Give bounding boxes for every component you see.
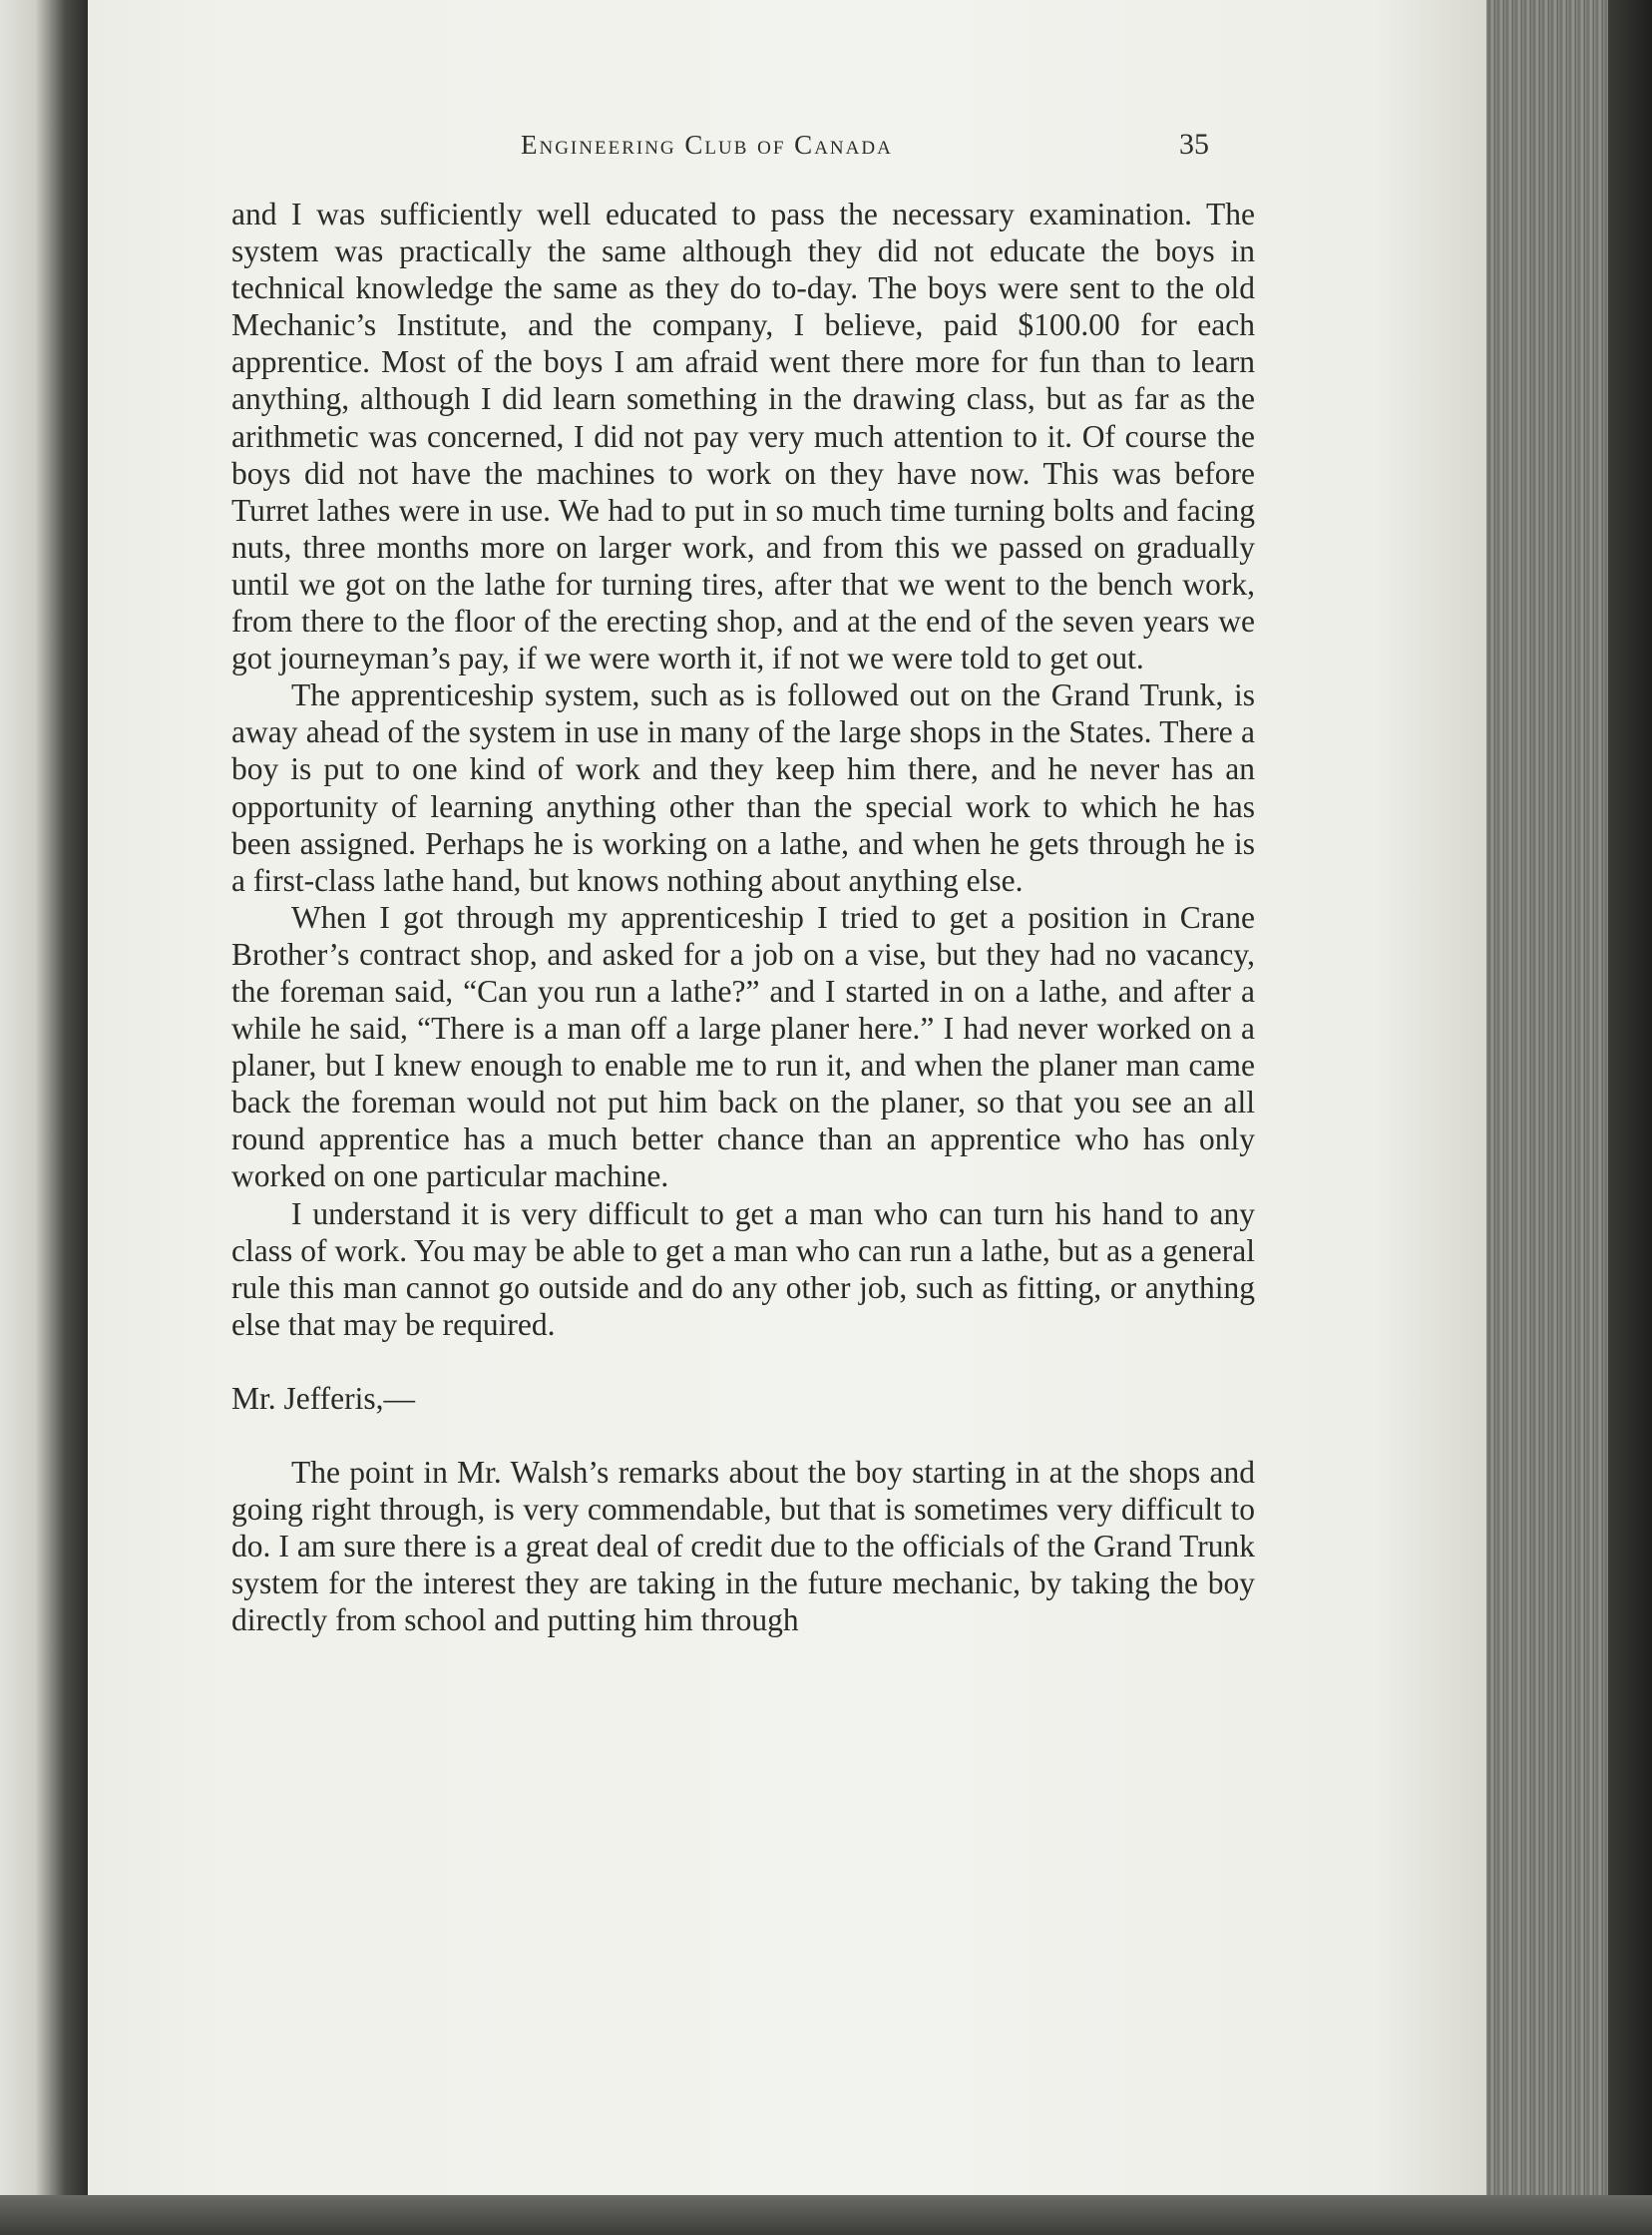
paragraph: and I was sufficiently well educated to pass the necessary examination. The system was practically the same although they did not educate the boys in technical knowledge the same as they do to-day. The boys were sent to the old Mechanic’s Institute, and the company, I believe, paid $100.00 for each apprentice. Most of the boys I am afraid went there more for fun than to learn anything, although I did learn something in the drawing class, but as far as the arithmetic was concerned, I did not pay very much attention to it. Of course the boys did not have the machines to work on they have now. This was before Turret lathes were in use. We had to put in so much time turning bolts and facing nuts, three months more on larger work, and from this we passed on gradually until we got on the lathe for turning tires, after that we went to the bench work, from there to the floor of the erecting shop, and at the end of the seven years we got journeyman’s pay, if we were worth it, if not we were told to get out. [231, 197, 1255, 676]
scan-bottom-edge [0, 2195, 1652, 2235]
running-head-title: Engineering Club of Canada [521, 130, 893, 160]
page-number: 35 [1179, 128, 1209, 161]
body-text [231, 196, 1255, 1638]
paragraph: The apprenticeship system, such as is followed out on the Grand Trunk, is away ahead of the system in use in many of the large shops in the States. There a boy is put to one kind of work and they keep him there, and he never has an opportunity of learning anything other than the special work to which he has been assigned. Perhaps he is working on a lathe, and when he gets through he is a first-class lathe hand, but knows nothing about anything else. [231, 677, 1255, 898]
running-head [231, 130, 1229, 170]
speaker-name: Mr. Jefferis,— [231, 1380, 416, 1416]
book-gutter-shadow [0, 0, 88, 2235]
page-edges [1486, 0, 1652, 2195]
paragraph: When I got through my apprenticeship I tried to get a position in Crane Brother’s contract shop, and asked for a job on a vise, but they had no vacancy, the foreman said, “Can you run a lathe?” and I started in on a lathe, and after a while he said, “There is a man off a large planer here.” I had never worked on a planer, but I knew enough to enable me to run it, and when the planer man came back the foreman would not put him back on the planer, so that you see an all round apprentice has a much better chance than an apprentice who has only worked on one particular machine. [231, 899, 1255, 1194]
paragraph: I understand it is very difficult to get a man who can turn his hand to any class of work. You may be able to get a man who can run a lathe, but as a general rule this man cannot go outside and do any other job, such as fitting, or anything else that may be required. [231, 1195, 1255, 1342]
paragraph: The point in Mr. Walsh’s remarks about the boy starting in at the shops and going right through, is very commendable, but that is sometimes very difficult to do. I am sure there is a great deal of credit due to the officials of the Grand Trunk system for the interest they are taking in the future mechanic, by taking the boy directly from school and putting him through [231, 1455, 1255, 1638]
